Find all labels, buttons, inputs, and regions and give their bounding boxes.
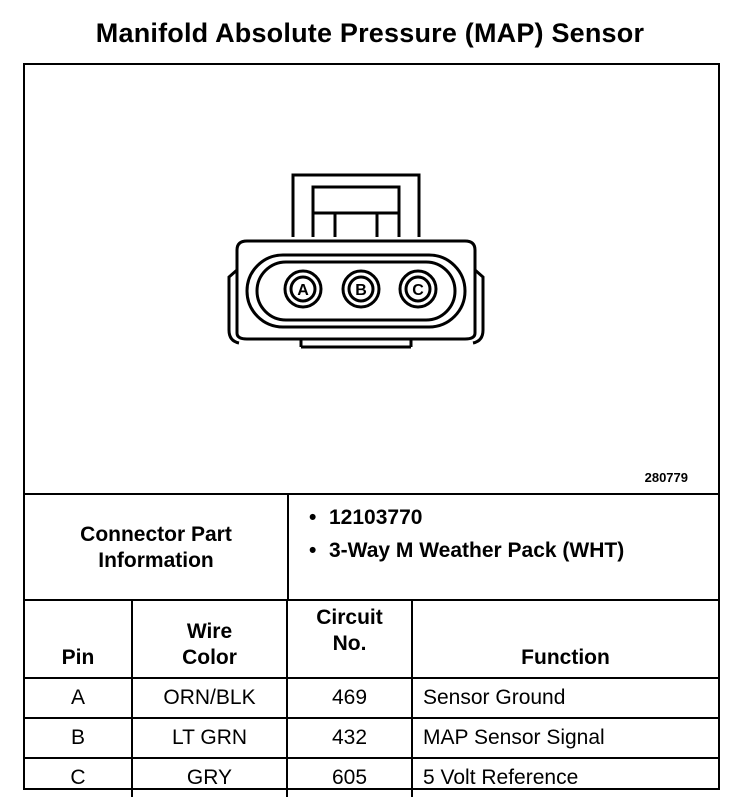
pin-label-a: A xyxy=(297,282,309,299)
table-row xyxy=(25,678,718,718)
connector-info-values xyxy=(289,495,718,611)
cell-pin: C xyxy=(25,758,132,797)
pin-label-b: B xyxy=(355,282,367,299)
header-function: Function xyxy=(412,600,718,678)
cell-pin: B xyxy=(25,718,132,758)
part-number: • 12103770 xyxy=(329,505,718,531)
cell-function: MAP Sensor Signal xyxy=(412,718,718,758)
page-title: Manifold Absolute Pressure (MAP) Sensor xyxy=(95,18,645,48)
connector-info-list xyxy=(289,505,718,564)
cell-wire-color: LT GRN xyxy=(132,718,287,758)
header-wire-color-text: Wire Color xyxy=(182,620,237,669)
connector-info-row xyxy=(25,493,718,601)
connector-info-label: Connector Part Information xyxy=(25,495,289,601)
cell-function: 5 Volt Reference xyxy=(412,758,718,797)
connector-drawing xyxy=(25,65,718,493)
cell-circuit: 605 xyxy=(287,758,412,797)
pin-label-c: C xyxy=(412,282,424,299)
table-row xyxy=(25,758,718,797)
cell-wire-color: ORN/BLK xyxy=(132,678,287,718)
table-row xyxy=(25,718,718,758)
sensor-frame xyxy=(23,63,720,790)
cell-wire-color: GRY xyxy=(132,758,287,797)
connector-type: • 3-Way M Weather Pack (WHT) xyxy=(329,538,718,564)
cell-circuit: 432 xyxy=(287,718,412,758)
cell-function: Sensor Ground xyxy=(412,678,718,718)
pinout-table xyxy=(25,599,718,797)
figure-id: 280779 xyxy=(644,470,688,485)
header-wire-color xyxy=(132,600,287,678)
cell-circuit: 469 xyxy=(287,678,412,718)
cell-pin: A xyxy=(25,678,132,718)
header-pin: Pin xyxy=(25,600,132,678)
connector-diagram xyxy=(25,65,718,493)
header-circuit-text: Circuit No. xyxy=(316,606,383,655)
table-header-row xyxy=(25,600,718,678)
header-circuit xyxy=(287,600,412,678)
